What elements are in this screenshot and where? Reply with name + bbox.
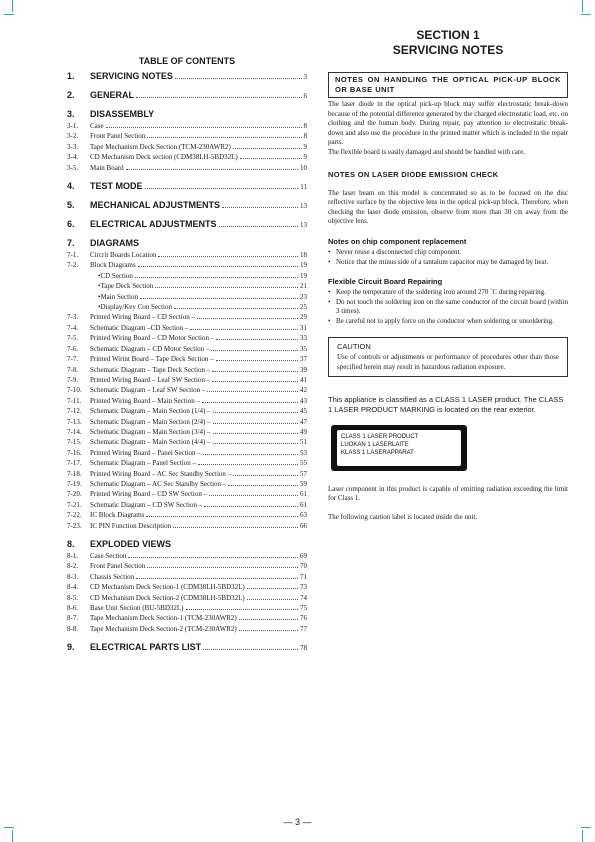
toc-section — [67, 90, 307, 101]
toc-entry-title: Schematic Diagram – Main Section (2/4) – — [90, 417, 211, 426]
caution-text: Use of controls or adjustments or performance of procedures other than those specified herein may result in hazardous radiation exposure. — [337, 352, 559, 371]
toc-page-number: 71 — [300, 572, 307, 581]
toc-entry — [67, 458, 307, 468]
dot-leader — [209, 495, 298, 496]
toc-entry-title: Tape Mechanism Deck Section-1 (TCM-230AWR2) — [90, 614, 237, 623]
toc-entry-number: 8-7. — [67, 614, 79, 623]
toc-section — [67, 238, 307, 248]
toc-page-number: 77 — [300, 624, 307, 633]
toc-entry — [67, 375, 307, 385]
toc-entry-title: Circrit Boards Location — [90, 251, 157, 260]
toc-page-number: 42 — [300, 386, 307, 395]
dot-leader — [147, 137, 301, 138]
toc-section-title: GENERAL — [90, 90, 135, 100]
dot-leader — [203, 649, 298, 650]
table-of-contents — [67, 56, 307, 653]
toc-entry — [67, 365, 307, 375]
dot-leader — [213, 412, 298, 413]
toc-entry-number: 7-17. — [67, 459, 82, 468]
toc-entry-number: 7-7. — [67, 355, 79, 364]
caution-box — [328, 337, 568, 377]
toc-entry-number: 7-20. — [67, 490, 82, 499]
section-title: SERVICING NOTES — [392, 43, 504, 57]
toc-entry-title: Block Diagrams — [90, 261, 136, 270]
crop-mark — [12, 0, 13, 12]
toc-page-number: 10 — [300, 163, 307, 172]
toc-entry — [67, 385, 307, 395]
toc-entry-title: Base Unit Section (BU-5BD32L) — [90, 604, 184, 613]
toc-entry — [67, 624, 307, 634]
toc-entry-title: Tape Mechanism Deck Section (TCM-230AWR2) — [90, 142, 231, 151]
toc-entry — [67, 469, 307, 479]
toc-page-number: 63 — [300, 511, 307, 520]
toc-entry-title: Printed Wiring Board – AC Sec Standby Section – — [90, 469, 232, 478]
toc-section-number: 1. — [67, 71, 75, 81]
toc-page-number: 23 — [300, 292, 307, 301]
dot-leader — [213, 423, 298, 424]
toc-page-number: 69 — [300, 552, 307, 560]
toc-entry — [67, 406, 307, 416]
dot-leader — [106, 127, 302, 128]
toc-entry-number: 7-1. — [67, 251, 79, 260]
optical-pickup-text: The laser diode in the optical pick-up block may suffer electrostatic break-down because of the potential difference generated by the charged electrostatic load, etc. on clothing and the human body. During repair, pay attention to electrostatic break-down and also use the procedure in the printed matter which is included in the repair parts. — [328, 100, 568, 147]
dot-leader — [213, 443, 298, 444]
toc-entry-number: 7-19. — [67, 479, 82, 488]
dot-leader — [174, 308, 298, 309]
label-line: KLASS 1 LASERAPPARAT — [341, 449, 414, 456]
toc-entry-number: 7-2. — [67, 261, 79, 270]
dot-leader — [155, 287, 298, 288]
toc-entry-number: 7-5. — [67, 334, 79, 343]
dot-leader — [145, 188, 299, 189]
toc-entry-number: 7-8. — [67, 365, 79, 374]
dot-leader — [173, 527, 298, 528]
toc-entry — [67, 448, 307, 458]
dot-leader — [202, 402, 298, 403]
toc-entry-number: 7-3. — [67, 313, 79, 322]
toc-entry — [67, 603, 307, 613]
toc-section-title: ELECTRICAL PARTS LIST — [90, 642, 202, 653]
toc-page-number: 75 — [300, 604, 307, 613]
crop-mark — [582, 0, 583, 12]
toc-entry — [67, 500, 307, 510]
toc-entry-number: 8-5. — [67, 593, 79, 602]
toc-entry-number: 3-3. — [67, 142, 79, 151]
toc-page-number: 13 — [300, 202, 307, 211]
toc-page-number: 33 — [300, 334, 307, 343]
crop-mark — [12, 830, 13, 842]
dot-leader — [138, 266, 298, 267]
toc-entry-number: 7-22. — [67, 511, 82, 520]
toc-entry — [67, 521, 307, 531]
list-item: • Notice that the minus side of a tantalum capacitor may be damaged by heat. — [328, 258, 568, 268]
toc-section-title: ELECTRICAL ADJUSTMENTS — [90, 219, 217, 230]
laser-emission-heading: NOTES ON LASER DIODE EMISSION CHECK — [328, 169, 499, 179]
toc-entry-number: 7-13. — [67, 417, 82, 426]
toc-page-number: 73 — [300, 583, 307, 592]
toc-entry — [67, 163, 307, 173]
toc-page-number: 8 — [303, 132, 307, 141]
toc-page-number: 29 — [300, 313, 307, 322]
label-line: CLASS 1 LASER PRODUCT — [341, 433, 419, 440]
toc-section — [67, 642, 307, 653]
toc-section — [67, 109, 307, 119]
toc-entry-title: Case Section — [90, 552, 127, 560]
toc-entry-number: 7-18. — [67, 469, 82, 478]
toc-entry-title: Case — [90, 122, 104, 130]
toc-entry-title: Tape Mechanism Deck Section-2 (TCM-230AWR2) — [90, 624, 237, 633]
toc-entry-title: Printed Wiring Board – Leaf SW Section – — [90, 375, 211, 384]
toc-page-number: 37 — [300, 355, 307, 364]
toc-page-number: 59 — [300, 479, 307, 488]
label-line: LUOKAN 1 LASERLAITE — [341, 441, 409, 448]
dot-leader — [175, 78, 302, 79]
dot-leader — [212, 371, 298, 372]
toc-entry-number: 3-5. — [67, 163, 79, 172]
toc-entry-title: Printed Wiring Board – Main Section – — [90, 396, 201, 405]
dot-leader — [211, 350, 298, 351]
toc-entry — [67, 479, 307, 489]
toc-entry-title: CD Mechanism Deck Section-2 (CDM38LH-5BD32L) — [90, 593, 245, 602]
toc-entry — [67, 323, 307, 333]
toc-entry-title: •CD Section — [98, 271, 133, 280]
toc-entry-title: Schematic Diagram – CD Motor Section – — [90, 344, 210, 353]
toc-page-number: 78 — [300, 644, 307, 653]
dot-leader — [158, 256, 298, 257]
toc-section-title: DISASSEMBLY — [90, 109, 155, 119]
toc-entry-number: 8-1. — [67, 552, 79, 560]
toc-entry-number: 7-6. — [67, 344, 79, 353]
toc-entry — [67, 152, 307, 162]
toc-entry-number: 3-1. — [67, 122, 79, 130]
toc-entry-title: Schematic Diagram –CD Section – — [90, 323, 189, 332]
toc-page-number: 55 — [300, 459, 307, 468]
dot-leader — [190, 329, 298, 330]
dot-leader — [128, 557, 298, 558]
toc-page-number: 76 — [300, 614, 307, 623]
toc-page-number: 3 — [303, 73, 307, 81]
toc-entry-title: Schematic Diagram – Tape Deck Section – — [90, 365, 211, 374]
toc-page-number: 66 — [300, 521, 307, 530]
dot-leader — [247, 599, 298, 600]
toc-entry-number: 8-2. — [67, 562, 79, 571]
toc-entry — [67, 292, 307, 302]
toc-entry-title: Schematic Diagram – Main Section (4/4) – — [90, 438, 211, 447]
toc-section-number: 5. — [67, 200, 75, 211]
toc-entry — [67, 437, 307, 447]
laser-component-text: Laser component in this product is capable of emitting radiation exceeding the limit for Class 1. — [328, 484, 568, 503]
toc-page-number: 61 — [300, 500, 307, 509]
toc-page-number: 9 — [303, 142, 307, 151]
toc-entry — [67, 510, 307, 520]
toc-entry-title: Chassis Section — [90, 572, 135, 581]
toc-entry-number: 8-6. — [67, 604, 79, 613]
toc-entry — [67, 344, 307, 354]
toc-entry — [67, 271, 307, 281]
toc-page-number: 25 — [300, 303, 307, 312]
toc-entry-title: Front Panel Section — [90, 562, 146, 571]
list-item: • Never reuse a disconnected chip component. — [328, 248, 568, 258]
toc-page-number: 61 — [300, 490, 307, 499]
toc-entry — [67, 281, 307, 291]
toc-entry-number: 7-9. — [67, 375, 79, 384]
toc-page-number: 9 — [303, 153, 307, 162]
toc-section — [67, 181, 307, 192]
page-number: — 3 — — [283, 817, 312, 827]
optical-pickup-heading: NOTES ON HANDLING THE OPTICAL PICK-UP BLOCK OR BASE UNIT — [328, 72, 568, 98]
toc-entry — [67, 142, 307, 152]
toc-entry-title: Printed Wiring Board – CD Motor Section – — [90, 334, 215, 343]
toc-section — [67, 71, 307, 82]
dot-leader — [213, 433, 298, 434]
toc-entry — [67, 582, 307, 592]
toc-section-number: 2. — [67, 90, 75, 100]
toc-entry-title: IC PIN Function Description — [90, 521, 172, 530]
toc-entry-number: 7-11. — [67, 396, 82, 405]
dot-leader — [203, 454, 298, 455]
toc-section-number: 7. — [67, 238, 75, 249]
toc-entry — [67, 260, 307, 270]
toc-entry-number: 7-23. — [67, 521, 82, 530]
toc-section-number: 8. — [67, 539, 75, 549]
laser-emission-text: The laser beam on this model is concentrated so as to be focused on the disc reflective surface by the objective lens in the optical pick-up block. Therefore, when checking the laser diode emission, observe from more than 30 cm away from the objective lens. — [328, 188, 568, 226]
toc-entry — [67, 396, 307, 406]
toc-section-number: 4. — [67, 181, 75, 192]
dot-leader — [147, 567, 298, 568]
dot-leader — [197, 318, 298, 319]
toc-entry-number: 3-2. — [67, 132, 79, 141]
toc-entry-number: 8-3. — [67, 572, 79, 581]
toc-entry — [67, 427, 307, 437]
toc-entry-title: CD Mechanism Deck Section-1 (CDM38LH-5BD32L) — [90, 583, 245, 592]
toc-section — [67, 200, 307, 211]
toc-entry — [67, 131, 307, 141]
toc-entry — [67, 354, 307, 364]
toc-entry-title: Schematic Diagram – CD SW Section – — [90, 500, 203, 509]
toc-entry-number: 7-14. — [67, 427, 82, 436]
toc-entry-number: 7-16. — [67, 448, 82, 457]
toc-page-number: 19 — [300, 271, 307, 280]
toc-entry-number: 7-10. — [67, 386, 82, 395]
toc-page-number: 8 — [303, 122, 307, 130]
dot-leader — [222, 207, 298, 208]
toc-entry — [67, 250, 307, 260]
toc-entry — [67, 613, 307, 623]
toc-entry-title: Schematic Diagram – Main Section (1/4) – — [90, 407, 211, 416]
toc-entry — [67, 121, 307, 131]
toc-section-number: 3. — [67, 109, 75, 119]
toc-entry-title: Printed Wiring Board – CD Section – — [90, 313, 195, 322]
toc-page-number: 21 — [300, 282, 307, 291]
toc-section-number: 9. — [67, 642, 75, 653]
chip-replacement-list — [328, 248, 568, 267]
flex-repair-list — [328, 288, 568, 326]
dot-leader — [228, 485, 298, 486]
toc-page-number: 18 — [300, 251, 307, 260]
toc-page-number: 39 — [300, 365, 307, 374]
dot-leader — [233, 148, 302, 149]
dot-leader — [239, 619, 298, 620]
dot-leader — [146, 516, 298, 517]
toc-page-number: 57 — [300, 469, 307, 478]
caution-title: CAUTION — [337, 341, 371, 351]
toc-body — [67, 71, 307, 653]
toc-entry — [67, 417, 307, 427]
toc-entry — [67, 561, 307, 571]
toc-entry — [67, 302, 307, 312]
toc-page-number: 31 — [300, 323, 307, 332]
toc-page-number: 6 — [303, 92, 307, 100]
toc-entry-number: 3-4. — [67, 153, 79, 162]
toc-section-title: EXPLODED VIEWS — [90, 539, 172, 549]
dot-leader — [219, 226, 298, 227]
toc-entry-title: Printed Wirint Board – Tape Deck Section – — [90, 355, 214, 364]
dot-leader — [216, 339, 298, 340]
toc-entry-title: Main Board — [90, 163, 124, 172]
dot-leader — [247, 588, 298, 589]
toc-page-number: 74 — [300, 593, 307, 602]
toc-entry-title: •Main Section — [98, 292, 138, 301]
toc-page-number: 13 — [300, 221, 307, 230]
dot-leader — [136, 578, 298, 579]
toc-entry-number: 8-4. — [67, 583, 79, 592]
dot-leader — [216, 360, 298, 361]
dot-leader — [136, 97, 301, 98]
servicing-notes — [328, 28, 568, 522]
toc-page-number: 19 — [300, 261, 307, 270]
list-item: • Be careful not to apply force on the conductor when soldering or unsoldering. — [328, 317, 568, 327]
toc-entry-title: Front Panel Section — [90, 132, 146, 141]
toc-section — [67, 539, 307, 549]
toc-entry-title: IC Block Diagrams — [90, 511, 145, 520]
toc-entry-number: 8-8. — [67, 624, 79, 633]
toc-page-number: 11 — [300, 183, 307, 192]
crop-mark — [582, 830, 583, 842]
toc-section-number: 6. — [67, 219, 75, 230]
dot-leader — [240, 158, 302, 159]
toc-entry-title: CD Mechanism Deck section (CDM38LH-5BD32L) — [90, 153, 238, 162]
toc-section-title: MECHANICAL ADJUSTMENTS — [90, 200, 221, 211]
section-number: SECTION 1 — [416, 28, 480, 42]
toc-entry-title: Schematic Diagram – Panel Section – — [90, 459, 196, 468]
toc-entry — [67, 333, 307, 343]
toc-entry-title: Schematic Diagram – Main Section (3/4) – — [90, 427, 211, 436]
flex-repair-heading: Flexible Circuit Board Repairing — [328, 277, 443, 287]
dot-leader — [186, 609, 298, 610]
chip-replacement-heading: Notes on chip component replacement — [328, 236, 467, 246]
toc-entry — [67, 593, 307, 603]
toc-section-title: DIAGRAMS — [90, 238, 139, 249]
list-item: • Do not touch the soldering iron on the same conductor of the circuit board (within 3 times). — [328, 298, 568, 317]
toc-entry-title: •Display/Key Con Section — [98, 303, 172, 312]
dot-leader — [239, 630, 298, 631]
list-item: • Keep the temperature of the soldering iron around 270 ˚C during repairing. — [328, 288, 568, 298]
toc-page-number: 53 — [300, 448, 307, 457]
dot-leader — [198, 464, 298, 465]
toc-entry — [67, 489, 307, 499]
toc-entry-title: Schematic Diagram – Leaf SW Section – — [90, 386, 206, 395]
dot-leader — [126, 169, 298, 170]
toc-page-number: 70 — [300, 562, 307, 571]
dot-leader — [204, 506, 298, 507]
toc-entry-title: •Tape Deck Section — [98, 282, 154, 291]
toc-title: TABLE OF CONTENTS — [138, 56, 236, 66]
toc-entry-number: 7-4. — [67, 323, 79, 332]
class-1-laser-label — [331, 425, 467, 471]
toc-page-number: 45 — [300, 407, 307, 416]
toc-section-title: TEST MODE — [90, 181, 143, 192]
toc-entry-title: Printed Wiring Board – Panel Section – — [90, 448, 201, 457]
toc-page-number: 49 — [300, 427, 307, 436]
dot-leader — [135, 277, 298, 278]
toc-entry-title: Printed Wiring Board – CD SW Section – — [90, 490, 208, 499]
toc-entry-number: 7-15. — [67, 438, 82, 447]
toc-page-number: 41 — [300, 375, 307, 384]
toc-entry — [67, 572, 307, 582]
toc-page-number: 47 — [300, 417, 307, 426]
toc-section-title: SERVICING NOTES — [90, 71, 173, 81]
toc-page-number: 43 — [300, 396, 307, 405]
toc-page-number: 35 — [300, 344, 307, 353]
toc-page-number: 51 — [300, 438, 307, 447]
toc-section — [67, 219, 307, 230]
toc-entry-title: Schematic Diagram – AC Sec Standby Section – — [90, 479, 227, 488]
dot-leader — [140, 298, 298, 299]
toc-entry — [67, 551, 307, 561]
dot-leader — [207, 391, 298, 392]
caution-label-note: The following caution label is located inside the unit. — [328, 512, 478, 521]
toc-entry — [67, 312, 307, 322]
flexible-board-text: The flexible board is easily damaged and should be handled with care. — [328, 147, 526, 156]
class-1-laser-text: This appliance is classified as a CLASS 1 LASER product. The CLASS 1 LASER PRODUCT MARKING is located on the rear exterior. — [328, 394, 564, 414]
dot-leader — [212, 381, 298, 382]
toc-entry-number: 7-21. — [67, 500, 82, 509]
dot-leader — [233, 475, 298, 476]
toc-entry-number: 7-12. — [67, 407, 82, 416]
